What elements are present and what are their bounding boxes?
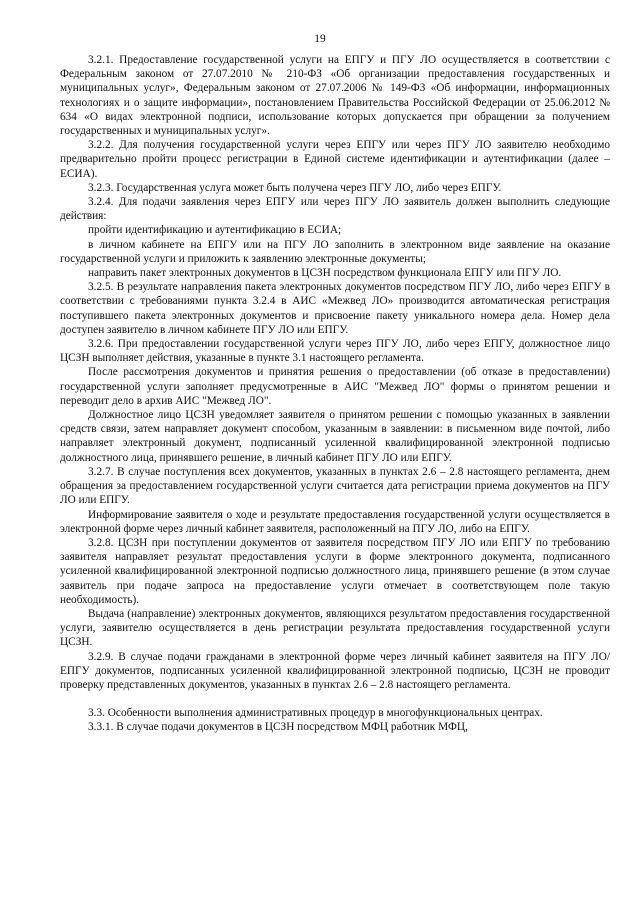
paragraph-3-2-2: 3.2.2. Для получения государственной услуги через ЕПГУ или через ПГУ ЛО заявителю необходимо предварительно пройти процесс регистрации в Единой системе идентификации и аутентификации (далее – ЕСИА). bbox=[60, 139, 610, 180]
paragraph-3-2-4: 3.2.4. Для подачи заявления через ЕПГУ или через ПГУ ЛО заявитель должен выполнить следующие действия: bbox=[60, 196, 610, 223]
paragraph-3-2-9: 3.2.9. В случае подачи гражданами в электронной форме через личный кабинет заявителя на ПГУ ЛО/ ЕПГУ документов, подписанных усиленной квалифицированной электронной подписью, ЦСЗН не проводит проверку представленных документов, указанных в пунктах 2.6 – 2.8 настоящего регламента. bbox=[60, 650, 610, 691]
paragraph-3-2-3: 3.2.3. Государственная услуга может быть получена через ПГУ ЛО, либо через ЕПГУ. bbox=[88, 181, 502, 194]
paragraph-3-2-7: 3.2.7. В случае поступления всех документов, указанных в пунктах 2.6 – 2.8 настоящего регламента, днем обращения за предоставлением государственной услуги считается дата регистрации приема документов на ПГУ ЛО или ЕПГУ. bbox=[60, 465, 610, 507]
list-item-send-package: направить пакет электронных документов в ЦСЗН посредством функционала ЕПГУ или ПГУ ЛО. bbox=[88, 267, 562, 280]
page-number: 19 bbox=[314, 33, 326, 45]
list-item-fill-application: в личном кабинете на ЕПГУ или на ПГУ ЛО заполнить в электронном виде заявление на оказание государственной услуги и приложить к заявлению электронные документы; bbox=[60, 238, 610, 265]
paragraph-informing: Информирование заявителя о ходе и результате предоставления государственной услуги осуществляется в электронной форме через личный кабинет заявителя, расположенный на ПГУ ЛО, либо на ЕПГУ. bbox=[60, 508, 610, 535]
paragraph-3-2-1: 3.2.1. Предоставление государственной услуги на ЕПГУ и ПГУ ЛО осуществляется в соответствии с Федеральным законом от 27.07.2010 № 210-ФЗ «Об организации предоставления государственных и муниципальных услуг», Федеральным законом от 27.07.2006 № 149-ФЗ «Об информации, информационных технологиях и о защите информации», постановлением Правительства Российской Федерации от 25.06.2012 № 634 «О видах электронной подписи, использование которых допускается при обращении за получением государственных и муниципальных услуг». bbox=[60, 54, 610, 138]
paragraph-3-2-8: 3.2.8. ЦСЗН при поступлении документов от заявителя посредством ПГУ ЛО или ЕПГУ по требованию заявителя направляет результат предоставления услуги в форме электронного документа, подписанного усиленной квалифицированной электронной подписью должностного лица, принявшего решение (в этом случае заявитель при подаче запроса на предоставление услуги отмечает в соответствующем поле такую необходимость). bbox=[60, 536, 610, 606]
paragraph-3-3-1: 3.3.1. В случае подачи документов в ЦСЗН посредством МФЦ работник МФЦ, bbox=[88, 721, 468, 734]
section-gap bbox=[60, 692, 610, 706]
paragraph-3-2-5: 3.2.5. В результате направления пакета электронных документов посредством ПГУ ЛО, либо через ЕПГУ в соответствии с требованиями пункта 3.2.4 в АИС «Межвед ЛО» производится автоматическая регистрация поступившего пакета электронных документов и присвоение пакету уникального номера дела. Номер дела доступен заявителю в личном кабинете ПГУ ЛО или ЕПГУ. bbox=[60, 281, 610, 336]
paragraph-3-3: 3.3. Особенности выполнения административных процедур в многофункциональных центрах. bbox=[88, 707, 543, 720]
list-item-esia: пройти идентификацию и аутентификацию в ЕСИА; bbox=[88, 224, 342, 237]
paragraph-after-review: После рассмотрения документов и принятия решения о предоставлении (об отказе в предоставлении) государственной услуги заполняет предусмотренные в АИС "Межвед ЛО" формы о принятом решении и переводит дело в архив АИС "Межвед ЛО". bbox=[60, 366, 610, 407]
paragraph-notification: Должностное лицо ЦСЗН уведомляет заявителя о принятом решении с помощью указанных в заявлении средств связи, затем направляет документ способом, указанным в заявлении: в письменном виде почтой, либо направляет электронный документ, подписанный усиленной квалифицированной электронной подписью должностного лица, принявшего решение, в личный кабинет ПГУ ЛО или ЕПГУ. bbox=[60, 409, 610, 464]
paragraph-3-2-6: 3.2.6. При предоставлении государственной услуги через ПГУ ЛО, либо через ЕПГУ, должностное лицо ЦСЗН выполняет действия, указанные в пункте 3.1 настоящего регламента. bbox=[60, 338, 610, 365]
document-body bbox=[60, 53, 610, 735]
paragraph-issuance: Выдача (направление) электронных документов, являющихся результатом предоставления государственной услуги, заявителю осуществляется в день регистрации результата предоставления государственной услуги ЦСЗН. bbox=[60, 607, 610, 649]
